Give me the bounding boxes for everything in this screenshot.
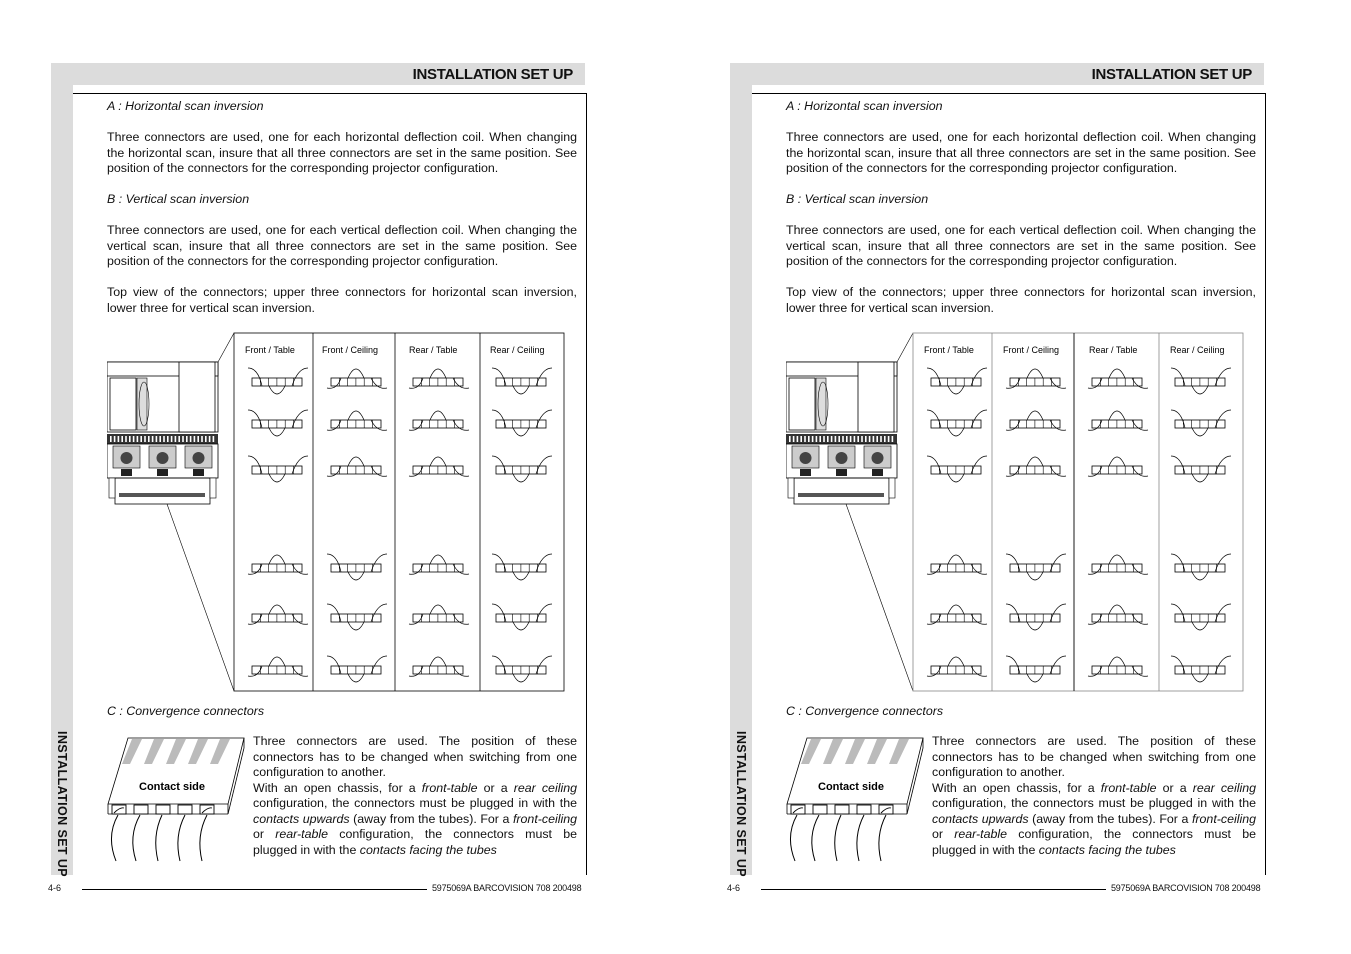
section-a-title: A : Horizontal scan inversion (786, 99, 943, 113)
section-b-title: B : Vertical scan inversion (107, 192, 250, 206)
column-label: Rear / Ceiling (1170, 345, 1225, 355)
section-a-title: A : Horizontal scan inversion (107, 99, 264, 113)
column-label: Front / Table (245, 345, 295, 355)
page-header-title: INSTALLATION SET UP (412, 66, 573, 83)
connector-figure (107, 332, 565, 692)
footer-rule (82, 889, 427, 890)
section-b-body: Three connectors are used, one for each vertical deflection coil. When changing the vertical scan, insure that all three connectors are set in the same position. See position of the connectors for the corresponding projector configuration. (786, 223, 1256, 268)
connector-diagram (786, 332, 1244, 692)
section-c-title: C : Convergence connectors (107, 704, 265, 718)
footer-rule (761, 889, 1106, 890)
convergence-text (932, 734, 1256, 858)
column-label: Rear / Table (1089, 345, 1138, 355)
section-b-body: Three connectors are used, one for each vertical deflection coil. When changing the vertical scan, insure that all three connectors are set in the same position. See position of the connectors for the corresponding projector configuration. (107, 223, 577, 268)
column-label: Rear / Table (409, 345, 458, 355)
column-label: Rear / Ceiling (490, 345, 545, 355)
footer-reference: 5975069A BARCOVISION 708 200498 (1111, 883, 1261, 893)
content (107, 99, 577, 316)
side-label: INSTALLATION SET UP (734, 730, 748, 877)
convergence-section (785, 704, 1260, 869)
footer (48, 883, 591, 897)
convergence-connector-illustration (785, 736, 925, 871)
side-label: INSTALLATION SET UP (55, 730, 69, 877)
frame-line (73, 93, 587, 94)
convergence-connector-illustration (106, 736, 246, 871)
content (786, 99, 1256, 316)
contact-side-label: Contact side (818, 781, 885, 793)
convergence-paragraph-1: Three connectors are used. The position of these connectors has to be changed when switching from one configuration to another. (253, 734, 577, 779)
page-right (727, 63, 1266, 903)
page-header-title: INSTALLATION SET UP (1091, 66, 1252, 83)
section-a-body: Three connectors are used, one for each horizontal deflection coil. When changing the horizontal scan, insure that all three connectors are set in the same position. See position of the connectors for the corresponding projector configuration. (786, 130, 1256, 175)
convergence-section (106, 704, 581, 869)
column-label: Front / Table (924, 345, 974, 355)
contact-side-label: Contact side (139, 781, 206, 793)
column-label: Front / Ceiling (322, 345, 379, 355)
page-left (48, 63, 587, 903)
frame-line (586, 93, 587, 875)
footer-reference: 5975069A BARCOVISION 708 200498 (432, 883, 582, 893)
frame-line (752, 93, 1266, 94)
top-view-text: Top view of the connectors; upper three connectors for horizontal scan inversion, lower three for vertical scan inversion. (786, 285, 1256, 315)
section-c-title: C : Convergence connectors (786, 704, 944, 718)
convergence-text (253, 734, 577, 858)
page-number: 4-6 (48, 883, 62, 893)
section-a-body: Three connectors are used, one for each horizontal deflection coil. When changing the horizontal scan, insure that all three connectors are set in the same position. See position of the connectors for the corresponding projector configuration. (107, 130, 577, 175)
top-view-text: Top view of the connectors; upper three connectors for horizontal scan inversion, lower three for vertical scan inversion. (107, 285, 577, 315)
convergence-paragraph-2: With an open chassis, for a front-table or a rear ceiling configuration, the connectors must be plugged in with the contacts upwards (away from the tubes). For a front-ceiling or rear-table configuration, the connectors must be plugged in with the contacts facing the tubes (932, 780, 1257, 857)
header-bar (73, 63, 585, 85)
section-b-title: B : Vertical scan inversion (786, 192, 929, 206)
convergence-paragraph-2: With an open chassis, for a front-table or a rear ceiling configuration, the connectors must be plugged in with the contacts upwards (away from the tubes). For a front-ceiling or rear-table configuration, the connectors must be plugged in with the contacts facing the tubes (253, 780, 578, 857)
column-label: Front / Ceiling (1003, 345, 1060, 355)
frame-line (1265, 93, 1266, 875)
convergence-paragraph-1: Three connectors are used. The position of these connectors has to be changed when switching from one configuration to another. (932, 734, 1256, 779)
header-bar (752, 63, 1264, 85)
connector-figure (786, 332, 1244, 692)
footer (727, 883, 1270, 897)
connector-diagram (107, 332, 565, 692)
page-number: 4-6 (727, 883, 741, 893)
